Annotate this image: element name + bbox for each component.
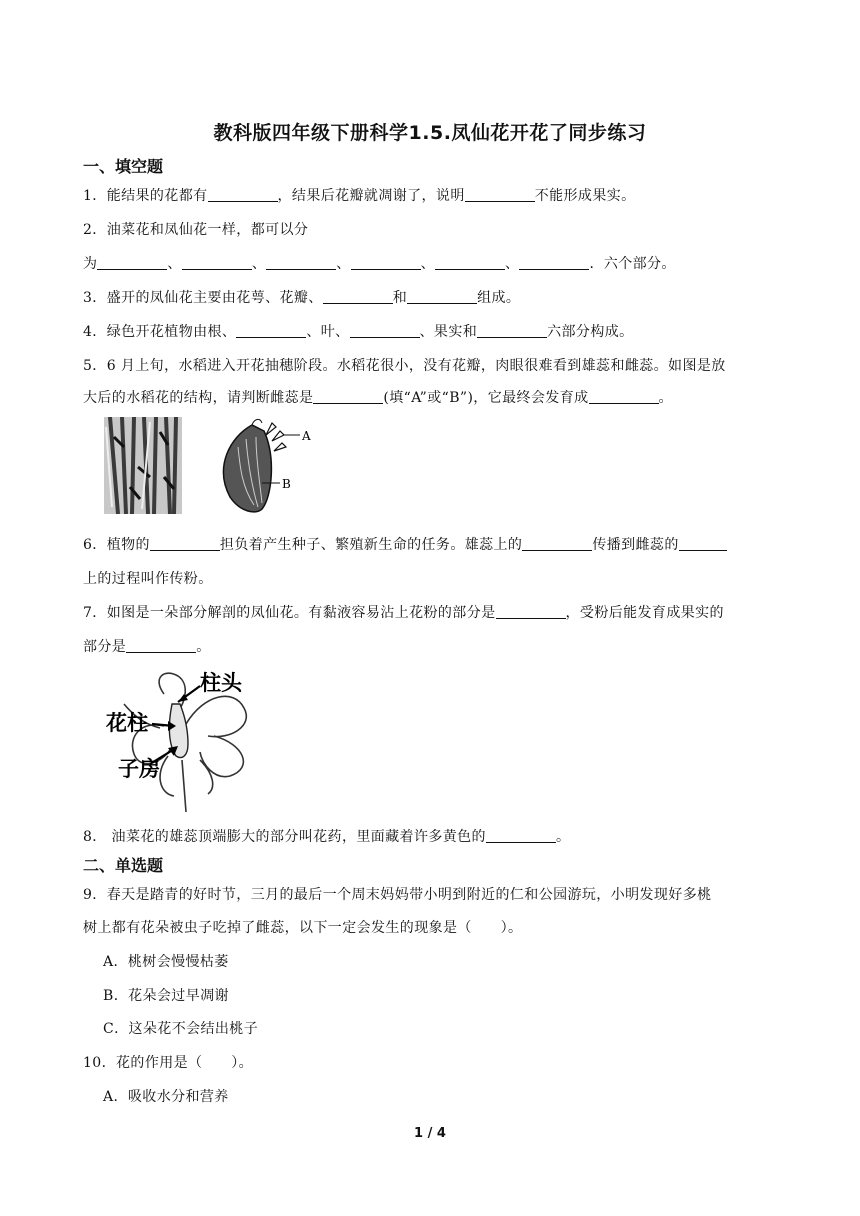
separator: 、 bbox=[505, 256, 520, 272]
figure-label-stigma: 柱头 bbox=[200, 671, 242, 695]
question-text: 部分是 bbox=[83, 639, 127, 655]
question-text: 4．绿色开花植物由根、 bbox=[83, 324, 237, 340]
answer-blank[interactable] bbox=[522, 536, 592, 551]
question-3 bbox=[83, 287, 520, 307]
answer-blank[interactable] bbox=[266, 255, 336, 270]
answer-blank[interactable] bbox=[97, 255, 167, 270]
question-text: ，受粉后能发育成果实的 bbox=[565, 605, 724, 621]
question-7 bbox=[83, 602, 724, 622]
answer-blank[interactable] bbox=[350, 323, 420, 338]
section-heading-choice: 二、单选题 bbox=[83, 856, 164, 875]
answer-blank[interactable] bbox=[477, 323, 547, 338]
question-1 bbox=[83, 185, 636, 205]
question-5: 5．6 月上旬，水稻进入开花抽穗阶段。水稻花很小，没有花瓣，肉眼很难看到雄蕊和雌蕊。如图是放 bbox=[83, 358, 726, 374]
separator: 、 bbox=[167, 256, 182, 272]
answer-blank[interactable] bbox=[150, 536, 220, 551]
answer-blank[interactable] bbox=[351, 255, 421, 270]
question-5-line-2 bbox=[83, 387, 673, 407]
figure-label-style: 花柱 bbox=[106, 711, 148, 735]
question-text: ．六个部分。 bbox=[589, 256, 676, 272]
answer-blank[interactable] bbox=[323, 289, 393, 304]
question-9-line-2: 树上都有花朵被虫子吃掉了雌蕊，以下一定会发生的现象是（ ）。 bbox=[83, 920, 523, 936]
answer-blank[interactable] bbox=[313, 389, 383, 404]
option-a[interactable]: A．桃树会慢慢枯萎 bbox=[103, 954, 229, 970]
figure-label-a: A bbox=[302, 429, 311, 443]
question-text: 3．盛开的凤仙花主要由花萼、花瓣、 bbox=[83, 290, 323, 306]
rice-flower-diagram bbox=[210, 417, 320, 517]
separator: 、 bbox=[251, 256, 267, 272]
question-text: 为 bbox=[83, 256, 98, 272]
option-a[interactable]: A．吸收水分和营养 bbox=[103, 1089, 229, 1105]
question-text: 、果实和 bbox=[419, 324, 478, 340]
question-6-line-2: 上的过程叫作传粉。 bbox=[83, 571, 213, 587]
question-9: 9．春天是踏青的好时节，三月的最后一个周末妈妈带小明到附近的仁和公园游玩，小明发现好多桃 bbox=[83, 887, 712, 903]
question-text: 传播到雌蕊的 bbox=[592, 537, 679, 553]
separator: 、 bbox=[420, 256, 436, 272]
question-text: 和 bbox=[392, 290, 408, 306]
question-text: 。 bbox=[555, 829, 571, 845]
question-8 bbox=[83, 826, 570, 846]
question-4 bbox=[83, 321, 634, 341]
impatiens-flower-diagram bbox=[104, 664, 284, 814]
question-text: 。 bbox=[196, 639, 211, 655]
question-text: (填“A”或“B”)，它最终会发育成 bbox=[383, 390, 589, 406]
question-text: 。 bbox=[658, 390, 673, 406]
question-2-line-2 bbox=[83, 253, 676, 273]
answer-blank[interactable] bbox=[486, 828, 556, 843]
answer-blank[interactable] bbox=[679, 536, 727, 551]
question-7-line-2 bbox=[83, 636, 211, 656]
page-title: 教科版四年级下册科学1.5.凤仙花开花了同步练习 bbox=[213, 122, 647, 144]
question-text: ，结果后花瓣就凋谢了，说明 bbox=[277, 188, 465, 204]
question-text: 六部分构成。 bbox=[547, 324, 634, 340]
answer-blank[interactable] bbox=[589, 389, 659, 404]
separator: 、 bbox=[336, 256, 351, 272]
answer-blank[interactable] bbox=[465, 187, 535, 202]
answer-blank[interactable] bbox=[126, 638, 196, 653]
answer-blank[interactable] bbox=[407, 289, 477, 304]
question-10: 10．花的作用是（ ）。 bbox=[83, 1055, 254, 1071]
question-text: 担负着产生种子、繁殖新生命的任务。雄蕊上的 bbox=[219, 537, 523, 553]
figure-label-ovary: 子房 bbox=[118, 757, 160, 781]
option-c[interactable]: C．这朵花不会结出桃子 bbox=[103, 1021, 259, 1037]
question-text: 组成。 bbox=[477, 290, 521, 306]
section-heading-fill: 一、填空题 bbox=[83, 157, 164, 176]
answer-blank[interactable] bbox=[182, 255, 252, 270]
answer-blank[interactable] bbox=[496, 604, 566, 619]
question-6 bbox=[83, 534, 727, 554]
question-text: 1．能结果的花都有 bbox=[83, 188, 208, 204]
question-text: 8． 油菜花的雄蕊顶端膨大的部分叫花药，里面藏着许多黄色的 bbox=[83, 829, 486, 845]
answer-blank[interactable] bbox=[208, 187, 278, 202]
answer-blank[interactable] bbox=[236, 323, 306, 338]
option-b[interactable]: B．花朵会过早凋谢 bbox=[103, 988, 229, 1004]
question-text: 大后的水稻花的结构，请判断雌蕊是 bbox=[83, 390, 314, 406]
answer-blank[interactable] bbox=[519, 255, 589, 270]
page-number: 1 / 4 bbox=[414, 1126, 446, 1141]
figure-label-b: B bbox=[282, 477, 291, 491]
rice-plant-photo bbox=[104, 417, 182, 514]
question-text: 、叶、 bbox=[306, 324, 350, 340]
question-text: 6．植物的 bbox=[83, 537, 150, 553]
answer-blank[interactable] bbox=[435, 255, 505, 270]
question-text: 不能形成果实。 bbox=[534, 188, 636, 204]
question-2: 2．油菜花和凤仙花一样，都可以分 bbox=[83, 222, 309, 238]
question-text: 7．如图是一朵部分解剖的凤仙花。有黏液容易沾上花粉的部分是 bbox=[83, 605, 496, 621]
